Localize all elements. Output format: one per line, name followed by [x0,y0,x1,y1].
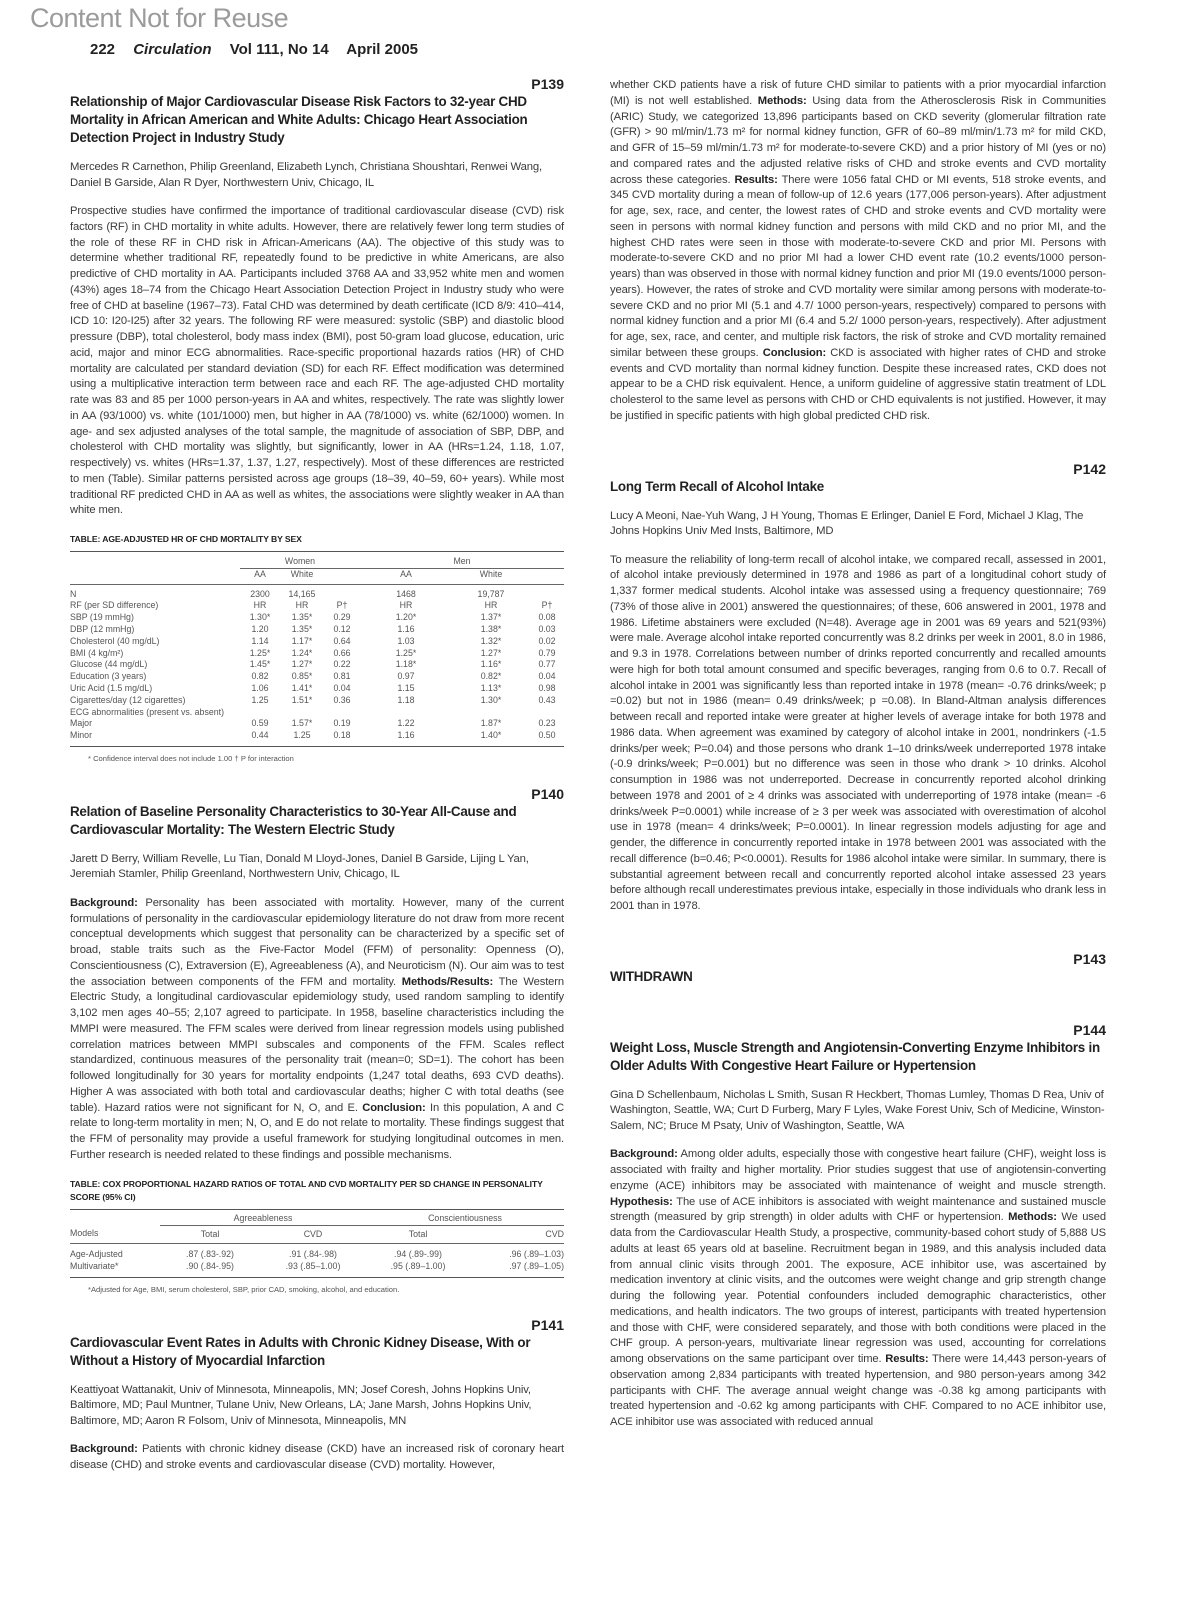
table-row [70,730,564,746]
section-label: Methods: [757,94,807,107]
abstract-id: P143 [1073,950,1106,967]
abstract-authors: Lucy A Meoni, Nae-Yuh Wang, J H Young, Thomas E Erlinger, Daniel E Ford, Michael J Klag, The Johns Hopkins Univ Med Insts, Baltimore, MD [610,509,1084,537]
table-cell: 0.04 [538,671,556,682]
abstract-title: Weight Loss, Muscle Strength and Angiotensin-Converting Enzyme Inhibitors in Older Adults With Congestive Heart Failure or Hypertension [610,1039,1100,1073]
table-cell: 1.57* [291,718,313,729]
table-cell: .90 (.84-.95) [186,1261,234,1272]
table-cell: 1.41* [291,682,313,693]
table-cell: 0.98 [538,682,556,693]
table-cell [530,584,564,600]
abstract-id: P140 [531,785,564,802]
table-footnote: *Adjusted for Age, BMI, serum cholesterol, SBP, prior CAD, smoking, alcohol, and education. [88,1284,400,1294]
table-cell [324,584,360,600]
table-row [70,584,564,600]
abstract-p142 [610,461,1106,915]
hazard-ratio-table [70,1209,564,1278]
table-cell [360,707,452,719]
table-cell [240,707,280,719]
table-row [70,600,564,612]
table-cell: 0.97 [397,671,415,682]
abstract-authors: Mercedes R Carnethon, Philip Greenland, Elizabeth Lynch, Christiana Shoushtari, Renwei Wang, Daniel B Garside, Alan R Dyer, Northwestern Univ, Chicago, IL [70,161,543,189]
table-cell: 1.16* [480,659,502,670]
table-cell: 1.14 [251,635,269,646]
column-header: White [280,568,324,584]
section-label: Hypothesis: [610,1195,673,1208]
section-text: The Western Electric Study, a longitudinal cardiovascular epidemiology study, used random sampling to identify 3,102 men ages 40–55; 2,107 agreed to participate. In 1958, baseline characteristics including the MMPI were measured. The FFM scales were derived from linear regression models using published correlation matrices between MMPI subscales and components of the FFM. Scales reflect standardized, continuous measures of the personality trait (mean=0; SD=1). The cohort has been followed longitudinally for 30 years for mortality endpoints (1,247 total deaths, 693 CVD deaths). Higher A was associated with both total and cardiovascular deaths; higher C with total deaths (see table). Hazard ratios were not significant for N, O, and E. [70,975,564,1114]
column-header: White [452,568,530,584]
section-text: There were 1056 fatal CHD or MI events, 518 stroke events, and 345 CVD mortality during a mean of follow-up of 12.6 years (177,006 person-years). After adjustment for age, sex, race, and center, the lowest rates of CHD and stroke events and CVD mortality were seen in persons with normal kidney function and persons with mild CKD and no prior MI, and the highest CHD rates were seen in those with moderate-to-severe CKD and prior MI. Persons with moderate-to-severe CKD and no prior MI had a lower CHD event rate (10.2 events/1000 person-years) than was observed in those with normal kidney function and prior MI (19.0 events/1000 person-years). However, the rates of stroke and CVD mortality were similar among persons with moderate-to-severe CKD and no prior MI (5.1 and 4.7/ 1000 person-years, respectively) compared to persons with normal kidney function and a prior MI (6.4 and 5.2/ 1000 person-years, respectively). After adjustment for age, sex, race, and center, and multiple risk factors, the risk of stroke and CVD mortality remained similar between these groups. [610,173,1106,359]
table-cell: 0.23 [538,718,556,729]
section-text: We used data from the Cardiovascular Health Study, a prospective, community-based cohort study of 5,888 US adults at least 65 years old at baseline. Recruitment began in 1989, and this analysis included data from annual clinic visits through 2001. The exposure, ACE inhibitor use, was ascertained by medication inventory at clinic visits, and the outcomes were weight change and grip strength change during the following year. Potential confounders included demographic characteristics, other medications, and health indicators. The two groups of interest, participants with treated hypertension and those with CHF, were considered separately, and those with both conditions were placed in the CHF group. A person-years, multivariate linear regression was used, accounting for correlations among observations on the same participant over time. [610,1211,1106,1365]
table-cell: 1.25* [395,647,417,658]
section-label: Methods: [1008,1211,1057,1224]
table-cell: 0.81 [333,671,351,682]
table-row [70,1244,564,1261]
abstract-p141 [70,1317,564,1474]
section-label: Background: [610,1148,678,1161]
section-text: Among older adults, especially those with congestive heart failure (CHF), weight loss is associated with frailty and higher mortality. Prior studies suggest that use of angiotensin-converting enzyme (ACE) inhibitors may be associated with maintenance of weight and muscle strength. [610,1148,1106,1192]
row-label: BMI (4 kg/m²) [70,647,124,658]
table-row [70,612,564,624]
table-cell: P† [541,600,553,611]
abstract-body: To measure the reliability of long-term recall of alcohol intake, we compared recall, assessed in 2001, of alcohol intake previously determined in 1978 and 1986 as part of a longitudinal cohort study of 1,337 former medical students. Alcohol intake was assessed using a frequency questionnaire; 769 (73% of those alive in 2001) answered the questionnaires; of these, 606 answered in 2001, 1978 and 1986. Lifetime abstainers were excluded (N=48). Average age in 2001 was 69 years and 521(93%) were male. Average alcohol intake reported concurrently was 8.2 drinks per week in 2001, 8.0 in 1986, and 9.3 in 1978. Correlations between number of drinks reported concurrently and recalled amounts were high for both total amount consumed and specific beverages, ranging from 0.6 to 0.7. Recall of alcohol intake in 2001 was significantly less than reported intake in 1978 (mean= -0.76 drinks/week; p =0.02) but not in 1986 (mean= 0.49 drinks/week; p =0.08). In Bland-Altman analysis differences between recall and reported intake were greater at higher levels of average intake for both 1978 and 1986 data. When agreement was examined by category of alcohol intake in 2001, nondrinkers (-1.5 drinks/per week; P=0.04) and those persons who drank 1–10 drinks/week underreported 1978 intake (-0.9 drinks/week; P=0.001) but no difference was seen in those who drank > 10 drinks. Alcohol consumption in 1986 was not underreported. Decrease in concurrently reported alcohol drinking between 1978 and 2001 of ≥ 4 drinks was associated with underreporting of 1978 intake (mean= -6 drinks/week P=0.0001) while increase of ≥ 3 per week was associated with overestimation of alcohol use in 1978 (mean= 4 drinks/week; P=0.0001). In linear regression models adjusting for age and gender, the difference in concurrently reported intake in 1978 between 2001 was associated with the recall difference (b=0.46; P<0.0001). Results for 1986 alcohol intake were similar. In summary, there is substantial agreement between recall and concurrently reported alcohol intake assessed 23 years before although recall underestimates previous intake, especially in those individuals who drank less in 2001 than in 1978. [610,553,1106,912]
row-label: ECG abnormalities (present vs. absent) [70,706,225,717]
table-cell: 0.77 [538,659,556,670]
row-label: Glucose (44 mg/dL) [70,659,148,670]
column-header: Total [366,1225,470,1244]
table-row [70,671,564,683]
row-label: RF (per SD difference) [70,600,159,611]
hr-table [70,551,564,747]
abstract-body [70,896,564,1164]
issue-date: April 2005 [346,41,419,58]
table-title: TABLE: AGE-ADJUSTED HR OF CHD MORTALITY BY SEX [70,534,302,544]
left-column [70,76,564,1474]
abstract-id: P139 [531,76,564,92]
section-text: whether CKD patients have a risk of future CHD similar to patients with a prior myocardial infarction (MI) is not well established. [610,79,1106,107]
row-label: Minor [70,730,92,741]
table-footnote: * Confidence interval does not include 1.00 † P for interaction [88,753,294,763]
table-cell: 0.29 [333,612,351,623]
table-cell: 0.02 [538,635,556,646]
table-row [70,648,564,660]
table-cell: 1.06 [251,682,269,693]
table-cell: 0.22 [333,659,351,670]
table-row [70,695,564,707]
abstract-body [610,1147,1106,1431]
section-label: Methods/Results: [401,975,494,988]
table-title: TABLE: COX PROPORTIONAL HAZARD RATIOS OF TOTAL AND CVD MORTALITY PER SD CHANGE IN PERSONALITY SCORE (95% CI) [70,1178,543,1202]
running-header [90,40,432,60]
table-cell: 1.18 [397,694,415,705]
section-label: Conclusion: [762,346,827,359]
table-cell: 1.27* [291,659,313,670]
section-text: In this population, A and C relate to long-term mortality in men; N, O, and E do not relate to mortality. These findings suggest that the FFM of personality may provide a useful framework for studying longitudinal outcomes in men. Further research is needed related to these findings and possible mechanisms. [70,1101,564,1161]
table-row [70,636,564,648]
table-cell: .97 (.89–1.05) [509,1261,564,1272]
column-header: CVD [260,1225,366,1244]
row-label: Education (3 years) [70,671,147,682]
table-cell [324,707,360,719]
table-cell: 1.45* [249,659,271,670]
abstract-title: WITHDRAWN [610,968,693,984]
table-cell: 1.20* [395,612,417,623]
table-cell: 0.43 [538,694,556,705]
abstract-title: Cardiovascular Event Rates in Adults with Chronic Kidney Disease, With or Without a History of Myocardial Infarction [70,1334,531,1368]
row-label: Major [70,718,92,729]
table-cell: 0.50 [538,730,556,741]
volume-issue: Vol 111, No 14 [229,41,329,58]
row-label: Age-Adjusted [70,1249,123,1260]
row-label: N [70,588,77,599]
page-number: 222 [90,41,116,58]
table-cell: .96 (.89–1.03) [509,1249,564,1260]
abstract-authors: Gina D Schellenbaum, Nicholas L Smith, Susan R Heckbert, Thomas Lumley, Thomas D Rea, Univ of Washington, Seattle, WA; Curt D Furberg, Mary F Lyles, Wake Forest Univ, Sch of Medicine, Winston-Salem, NC; Bruce M Psaty, Univ of Washington, Seattle, WA [610,1088,1105,1132]
group-men: Men [360,552,564,569]
table-cell: 1.16 [397,623,415,634]
table-cell: 1.87* [480,718,502,729]
journal-name: Circulation [133,41,212,58]
table-cell: HR [253,600,267,611]
table-cell: .95 (.89–1.00) [390,1261,446,1272]
table-cell: 14,165 [288,588,316,599]
column-header: Models [70,1225,160,1244]
row-label: Multivariate* [70,1261,119,1272]
table-cell: 0.12 [333,623,351,634]
table-cell: 19,787 [477,588,505,599]
table-row [70,683,564,695]
abstract-body: Prospective studies have confirmed the importance of traditional cardiovascular disease (CVD) risk factors (RF) in CHD mortality in white adults. However, there are relatively fewer long term studies of the role of these RF in CHD risk in African-Americans (AA). The objective of this study was to determine whether traditional RF, repeatedly found to be predictive in white Americans, are also predictive of CHD mortality in AA. Participants included 3768 AA and 33,952 white men and women (43%) ages 18–74 from the Chicago Heart Association Detection Project in Industry study who were free of CHD at baseline (1967–73). Fatal CHD was determined by death certificate (ICD 8/9: 410–414, ICD 10: I20-I25) after 32 years. The following RF were measured: systolic (SBP) and diastolic blood pressure (DBP), total cholesterol, body mass index (BMI), post 50-gram load glucose, education, uric acid, major and minor ECG abnormalities. Race-specific proportional hazards ratios (HR) of CHD mortality are calculated per standard deviation (SD) for each RF. Effect modification was determined using a multiplicative interaction term between race and each RF. The age-adjusted CHD mortality rate was 83 and 85 per 1000 person-years in AA and whites, respectively. The rate was slightly lower in AA (93/1000) vs. white (101/1000) men, but higher in AA (78/1000) vs. white (62/1000) women. In age- and sex adjusted analyses of the total sample, the magnitude of association of SBP, DBP, and cholesterol with CHD mortality was slightly, but significantly, lower in AA (HRs=1.24, 1.18, 1.07, respectively) vs. whites (HRs=1.37, 1.37, 1.27, respectively). Most of these differences are restricted to men (Table). Similar patterns persisted across age groups (18–39, 40–59, 60+ years). While most traditional RF predicted CHD in AA as well as whites, the associations were slightly weaker in AA than white men. [70,205,564,517]
section-text: Personality has been associated with mortality. However, many of the current formulations of personality in the cardiovascular epidemiology literature do not draw from more recent conceptual developments which suggest that personality can be characterized by a specific set of broad, stable traits such as the Five-Factor Model (FFM) of personality: Openness (O), Conscientiousness (C), Extraversion (E), Agreeableness (A), and Neuroticism (N). Our aim was to test the association between components of the FFM and mortality. [70,896,564,988]
section-text: There were 14,443 person-years of observation among 2,834 participants with treated hypertension, and 980 person-years among 342 participants with CHF. The average annual weight change was -0.38 kg among participants with treated hypertension and -0.62 kg among participants with CHF. Compared to no ACE inhibitor use, ACE inhibitor use was associated with reduced annual [610,1353,1106,1428]
abstract-id: P144 [1073,1021,1106,1038]
watermark: Content Not for Reuse [30,3,289,33]
right-column [610,76,1106,1431]
table-cell: 1.27* [480,647,502,658]
table-row [70,1261,564,1277]
table-cell: 0.08 [538,612,556,623]
table-cell: 0.64 [333,635,351,646]
section-label: Results: [885,1353,929,1365]
group-conscientiousness: Conscientiousness [366,1209,564,1225]
abstract-title: Long Term Recall of Alcohol Intake [610,478,824,494]
table-cell: 1.30* [249,612,271,623]
table-cell: HR [484,600,498,611]
table-cell: 1.17* [291,635,313,646]
table-cell: 1468 [396,588,416,599]
table-cell: 0.66 [333,647,351,658]
row-label: Cigarettes/day (12 cigarettes) [70,694,186,705]
section-label: Background: [70,896,138,909]
table-cell: 1.32* [480,635,502,646]
section-text: The use of ACE inhibitors is associated with weight maintenance and sustained muscle strength (measured by grip strength) in older adults with CHF or hypertension. [610,1195,1106,1224]
table-cell: 0.82* [480,671,502,682]
table-cell: .93 (.85–1.00) [285,1261,341,1272]
abstract-id: P142 [1073,460,1106,477]
abstract-body-continued [610,78,1106,425]
table-cell: HR [399,600,413,611]
section-label: Conclusion: [362,1101,426,1114]
table-cell: 1.51* [291,694,313,705]
table-cell: 1.30* [480,694,502,705]
table-cell: 0.85* [291,671,313,682]
row-label: Uric Acid (1.5 mg/dL) [70,682,153,693]
table-cell: .91 (.84-.98) [289,1249,337,1260]
table-cell: 1.15 [397,682,415,693]
table-cell: 1.35* [291,623,313,634]
table-cell: 0.18 [333,730,351,741]
table-cell: 1.20 [251,623,269,634]
table-cell: 1.25* [249,647,271,658]
section-label: Results: [734,173,778,186]
table-cell: 2300 [250,588,270,599]
abstract-id: P141 [531,1316,564,1333]
section-text: Patients with chronic kidney disease (CKD) have an increased risk of coronary heart disease (CHD) and stroke events and cardiovascular disease (CVD) mortality. However, [70,1443,564,1472]
table-row [70,659,564,671]
table-cell: 0.82 [251,671,269,682]
table-cell: 1.16 [397,730,415,741]
table-cell: 1.03 [397,635,415,646]
row-label: DBP (12 mmHg) [70,623,135,634]
abstract-authors: Jarett D Berry, William Revelle, Lu Tian, Donald M Lloyd-Jones, Daniel B Garside, Lijing L Yan, Jeremiah Stamler, Philip Greenland, Northwestern Univ, Chicago, IL [70,852,529,881]
table-cell: 1.22 [397,718,415,729]
table-row [70,718,564,730]
row-label: Cholesterol (40 mg/dL) [70,635,160,646]
table-cell: 1.13* [480,682,502,693]
table-cell: P† [336,600,348,611]
table-cell [530,707,564,719]
table-cell: 1.40* [480,730,502,741]
table-cell: 1.35* [291,612,313,623]
table-cell [452,707,530,719]
section-text: CKD is associated with higher rates of CHD and stroke events and CVD mortality than normal kidney function. Despite these increased rates, CKD does not appear to be a CHD risk equivalent. Hence, a uniform guideline of aggressive statin treatment of LDL cholesterol to the same level as persons with CHD or CHD equivalents is not justified. However, it may be justified in specific patients with high global predicted CHD risk. [610,346,1106,422]
table-cell: 1.18* [395,659,417,670]
table-cell: 0.79 [538,647,556,658]
group-women: Women [240,552,360,569]
column-header: AA [360,568,452,584]
table-cell: 0.03 [538,623,556,634]
table-cell: 1.25 [251,694,269,705]
section-label: Background: [70,1443,138,1456]
table-cell: 0.59 [251,718,269,729]
table-cell: 0.04 [333,682,351,693]
table-cell: HR [295,600,309,611]
abstract-authors: Keattiyoat Wattanakit, Univ of Minnesota, Minneapolis, MN; Josef Coresh, Johns Hopkins Univ, Baltimore, MD; Paul Muntner, Tulane Univ, New Orleans, LA; Jane Marsh, Johns Hopkins Univ, Baltimore, MD; Aaron R Folsom, Univ of Minnesota, Minneapolis, MN [70,1383,532,1427]
table-cell [280,707,324,719]
section-text: Using data from the Atherosclerosis Risk in Communities (ARIC) Study, we categorized 13,896 participants based on CKD severity (glomerular filtration rate (GFR) > 90 ml/min/1.73 m² for normal kidney function, GFR of 60–89 ml/min/1.73 m² for mild CKD, and GFR of 15–59 ml/min/1.73 m² for moderate-to-severe CKD) and a prior history of MI (yes or no) and compared rates and the adjusted relative risks of CHD and stroke events and CVD mortality across these categories. [610,94,1106,186]
table-cell: 1.38* [480,623,502,634]
table-cell: 1.37* [480,612,502,623]
abstract-p139 [70,76,564,764]
abstract-p143 [610,951,1106,986]
table-cell: 0.44 [251,730,269,741]
column-header: CVD [470,1225,564,1244]
group-agreeableness: Agreeableness [160,1209,366,1225]
row-label: SBP (19 mmHg) [70,612,134,623]
table-cell: 1.24* [291,647,313,658]
table-row [70,707,564,719]
table-cell: 0.36 [333,694,351,705]
abstract-p140 [70,786,564,1295]
column-header: AA [240,568,280,584]
abstract-title: Relation of Baseline Personality Characteristics to 30-Year All-Cause and Cardiovascular Mortality: The Western Electric Study [70,803,517,837]
table-row [70,624,564,636]
table-cell: .94 (.89-.99) [394,1249,442,1260]
abstract-title: Relationship of Major Cardiovascular Disease Risk Factors to 32-year CHD Mortality in African American and White Adults: Chicago Heart Association Detection Project in Industry Study [70,94,528,145]
table-cell: 0.19 [333,718,351,729]
table-cell: .87 (.83-.92) [186,1249,234,1260]
abstract-body-start [70,1442,564,1474]
column-header: Total [160,1225,260,1244]
abstract-p144 [610,1022,1106,1431]
table-cell: 1.25 [293,730,311,741]
